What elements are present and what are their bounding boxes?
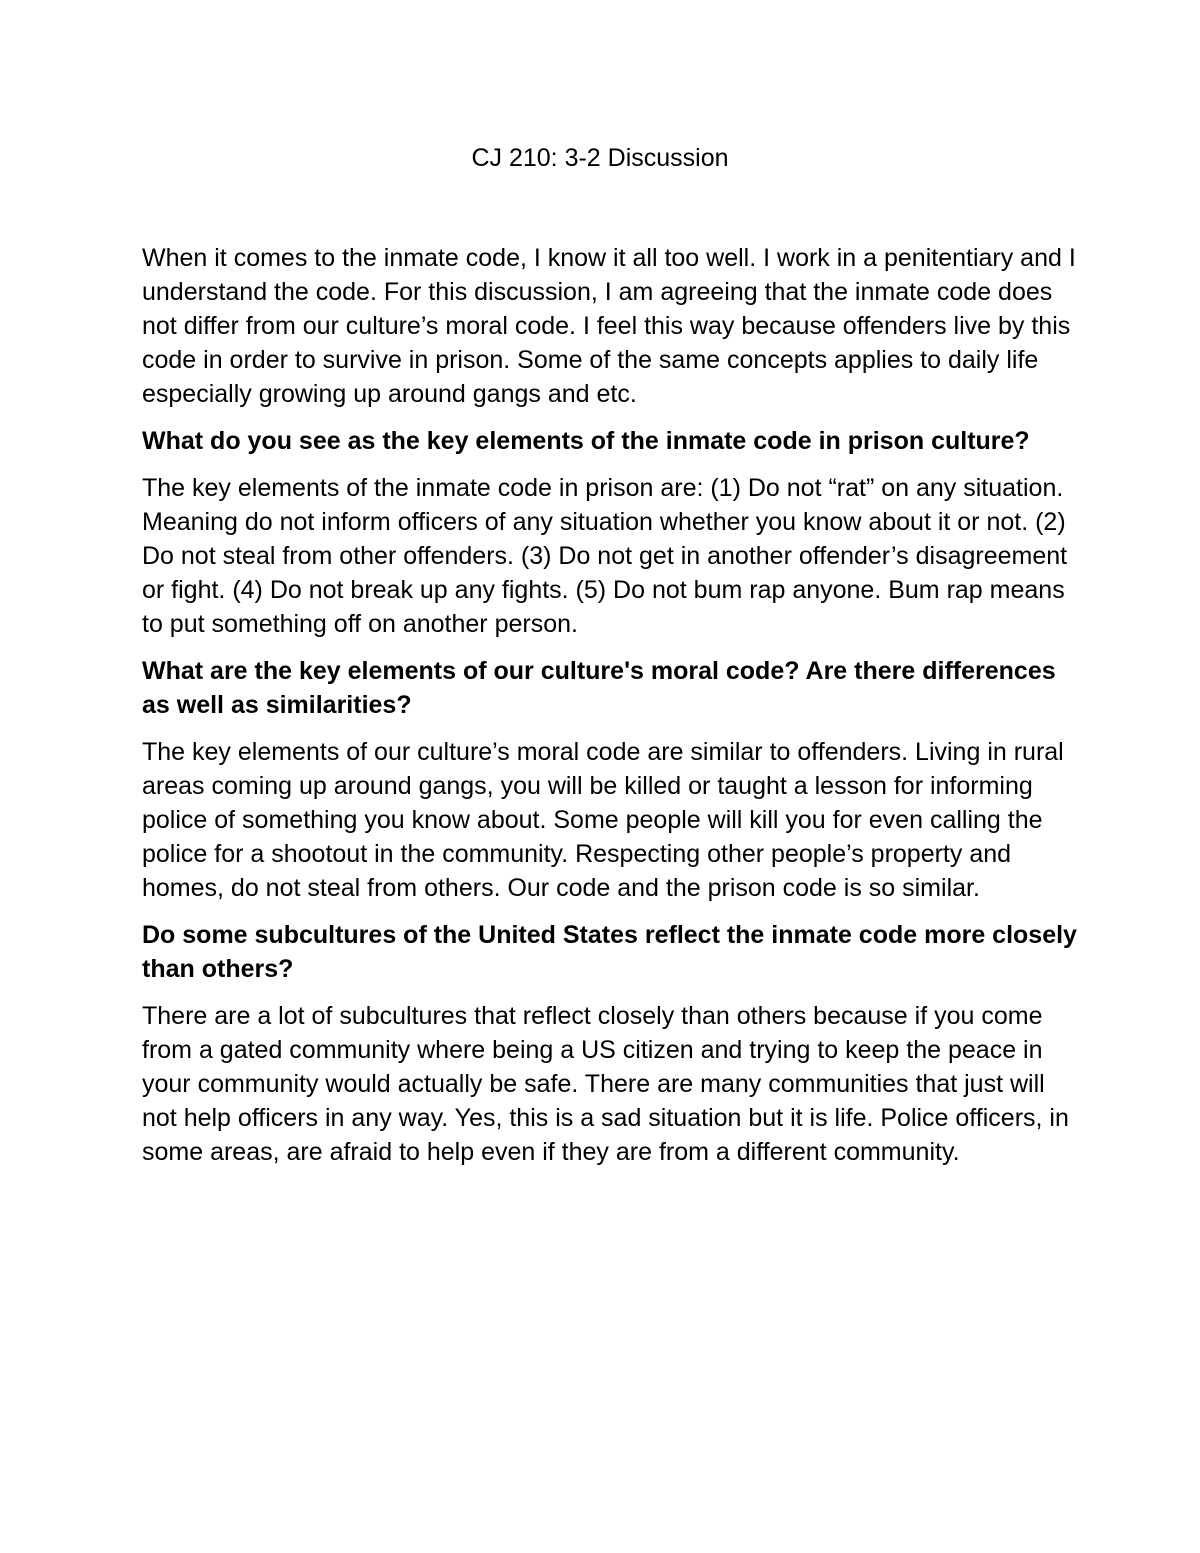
question-3-heading: Do some subcultures of the United States reflect the inmate code more closely than others? <box>142 921 1077 983</box>
answer-1-paragraph: The key elements of the inmate code in prison are: (1) Do not “rat” on any situation. Meaning do not inform officers of any situation whether you know about it or not. (2) Do not steal from other offenders. (3) Do not get in another offender’s disagreement or fight. (4) Do not break up any fights. (5) Do not bum rap anyone. Bum rap means to put something off on another person. <box>142 474 1068 638</box>
document-title: CJ 210: 3-2 Discussion <box>471 144 729 172</box>
question-2-heading: What are the key elements of our culture's moral code? Are there differences as well as similarities? <box>142 657 1056 719</box>
intro-paragraph: When it comes to the inmate code, I know it all too well. I work in a penitentiary and I understand the code. For this discussion, I am agreeing that the inmate code does not differ from our culture’s moral code. I feel this way because offenders live by this code in order to survive in prison. Some of the same concepts applies to daily life especially growing up around gangs and etc. <box>142 244 1076 408</box>
answer-2-paragraph: The key elements of our culture’s moral code are similar to offenders. Living in rural areas coming up around gangs, you will be killed or taught a lesson for informing police of something you know about. Some people will kill you for even calling the police for a shootout in the community. Respecting other people’s property and homes, do not steal from others. Our code and the prison code is so similar. <box>142 738 1064 902</box>
answer-3-paragraph: There are a lot of subcultures that reflect closely than others because if you come from a gated community where being a US citizen and trying to keep the peace in your community would actually be safe. There are many communities that just will not help officers in any way. Yes, this is a sad situation but it is life. Police officers, in some areas, are afraid to help even if they are from a different community. <box>142 1002 1069 1166</box>
document-body <box>142 241 1082 1169</box>
question-1-heading: What do you see as the key elements of the inmate code in prison culture? <box>142 427 1030 455</box>
